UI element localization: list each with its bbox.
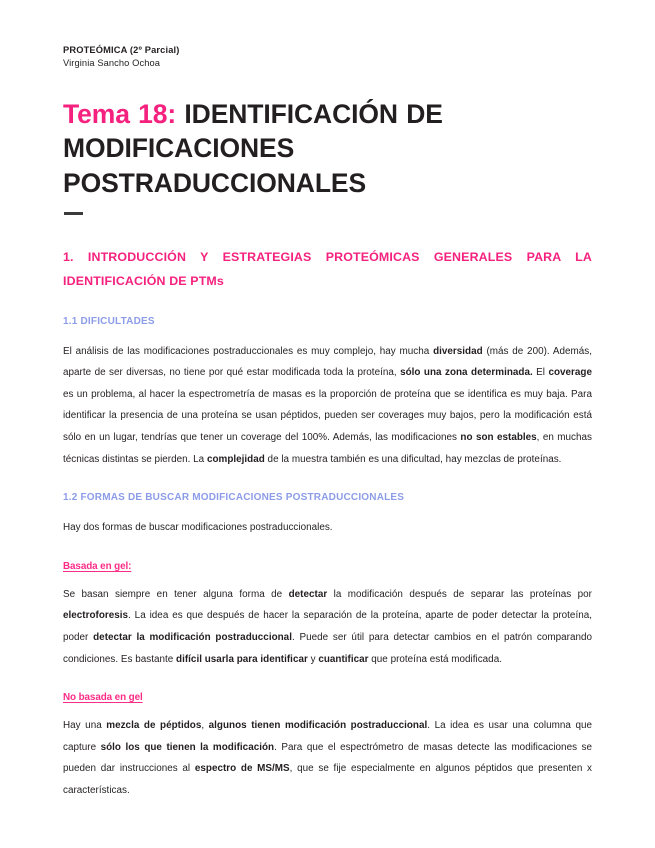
title-main-text: IDENTIFICACIÓN DE MODIFICACIONES POSTRADUCCIONALES [63, 98, 443, 198]
course-name: PROTEÓMICA (2º Parcial) [63, 45, 180, 55]
section-1-2-heading: 1.2 FORMAS DE BUSCAR MODIFICACIONES POSTRADUCCIONALES [63, 492, 405, 504]
section-1-1-paragraph: El análisis de las modificaciones postraduccionales es muy complejo, hay mucha diversidad (más de 200). Además, aparte de ser diversas, no tiene por qué estar modificada toda la proteína, sólo una zona determinada. El coverage es un problema, al hacer la espectrometría de masas es la proporción de proteína que se identifica es muy baja. Para identificar la presencia de una proteína se usan péptidos, pueden ser coverages muy bajos, pero la modificación está sólo en un lugar, tendrías que tener un coverage del 100%. Además, las modificaciones no son estables, en muchas técnicas distintas se pierden. La complejidad de la muestra también es una dificultad, hay mezclas de proteínas. [63, 345, 593, 465]
label-basada-en-gel-text: Basada en gel: [63, 560, 132, 572]
no-basada-en-gel-paragraph: Hay una mezcla de péptidos, algunos tienen modificación postraduccional. La idea es usar una columna que capture sólo los que tienen la modificación. Para que el espectrómetro de masas detecte las modificaciones se pueden dar instrucciones al espectro de MS/MS, que se fije especialmente en algunos péptidos que presenten x características. [63, 720, 593, 796]
section-1-2-intro-paragraph: Hay dos formas de buscar modificaciones postraduccionales. [63, 522, 333, 534]
document-header [63, 44, 592, 71]
basada-en-gel-paragraph: Se basan siempre en tener alguna forma de detectar la modificación después de separar las proteínas por electroforesis. La idea es que después de hacer la separación de la proteína, aparte de poder detectar la proteína, poder detectar la modificación postraduccional. Puede ser útil para detectar cambios en el patrón comparando condiciones. Es bastante difícil usarla para identificar y cuantificar que proteína está modificada. [63, 588, 592, 665]
page-title [63, 97, 592, 200]
title-divider-rule [64, 212, 83, 215]
label-no-basada-en-gel [63, 692, 592, 703]
label-no-basada-en-gel-text: No basada en gel [63, 692, 143, 704]
author-name: Virginia Sancho Ochoa [63, 58, 161, 69]
section-1-1-heading: 1.1 DIFICULTADES [63, 315, 155, 327]
section-1-heading [63, 245, 592, 293]
section-1-heading-text: 1. INTRODUCCIÓN Y ESTRATEGIAS PROTEÓMICAS GENERALES PARA LA IDENTIFICACIÓN DE PTMs [63, 250, 592, 289]
label-basada-en-gel [63, 561, 592, 572]
title-topic-number: Tema 18: [63, 98, 177, 129]
